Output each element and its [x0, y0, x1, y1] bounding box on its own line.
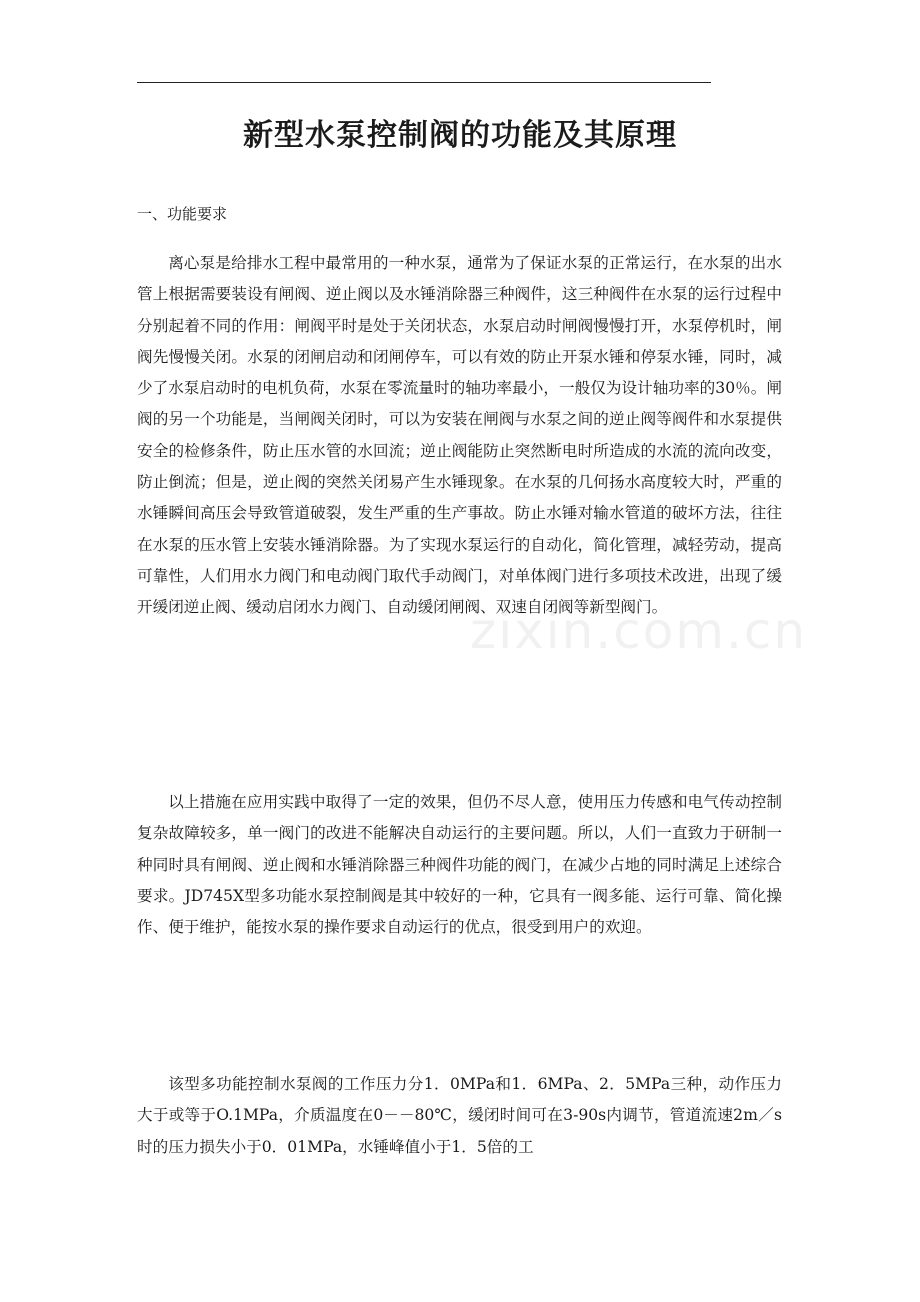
document-title: 新型水泵控制阀的功能及其原理 — [243, 118, 677, 153]
body-paragraph: 以上措施在应用实践中取得了一定的效果，但仍不尽人意，使用压力传感和电气传动控制复杂故障较多，单一阀门的改进不能解决自动运行的主要问题。所以，人们一直致力于研制一种同时具有闸阀、逆止阀和水锤消除器三种阀件功能的阀门，在减少占地的同时满足上述综合要求。JD745X型多功能水泵控制阀是其中较好的一种，它具有一阀多能、运行可靠、简化操作、便于维护，能按水泵的操作要求自动运行的优点，很受到用户的欢迎。 — [137, 793, 782, 937]
section-heading: 一、功能要求 — [137, 205, 228, 223]
body-paragraph: 该型多功能控制水泵阀的工作压力分1．0MPa和1．6MPa、2．5MPa三种，动作压力大于或等于O.1MPa，介质温度在0－－80℃，缓闭时间可在3-90s内调节，管道流速2m／s时的压力损失小于0．01MPa，水锤峰值小于1．5倍的工 — [137, 1075, 782, 1156]
body-paragraph: 离心泵是给排水工程中最常用的一种水泵，通常为了保证水泵的正常运行，在水泵的出水管上根据需要装设有闸阀、逆止阀以及水锤消除器三种阀件，这三种阀件在水泵的运行过程中分别起着不同的作用：闸阀平时是处于关闭状态，水泵启动时闸阀慢慢打开，水泵停机时，闸阀先慢慢关闭。水泵的闭闸启动和闭闸停车，可以有效的防止开泵水锤和停泵水锤，同时，减少了水泵启动时的电机负荷，水泵在零流量时的轴功率最小，一般仅为设计轴功率的30％。闸阀的另一个功能是，当闸阀关闭时，可以为安装在闸阀与水泵之间的逆止阀等阀件和水泵提供安全的检修条件，防止压水管的水回流；逆止阀能防止突然断电时所造成的水流的流向改变，防止倒流；但是，逆止阀的突然关闭易产生水锤现象。在水泵的几何扬水高度较大时，严重的水锤瞬间高压会导致管道破裂，发生严重的生产事故。防止水锤对输水管道的破坏方法，往往在水泵的压水管上安装水锤消除器。为了实现水泵运行的自动化，简化管理，减轻劳动，提高可靠性，人们用水力阀门和电动阀门取代手动阀门，对单体阀门进行多项技术改进，出现了缓开缓闭逆止阀、缓动启闭水力阀门、自动缓闭闸阀、双速自闭阀等新型阀门。 — [137, 254, 782, 617]
header-rule — [137, 82, 711, 83]
watermark: zixin.com.cn — [470, 602, 808, 660]
